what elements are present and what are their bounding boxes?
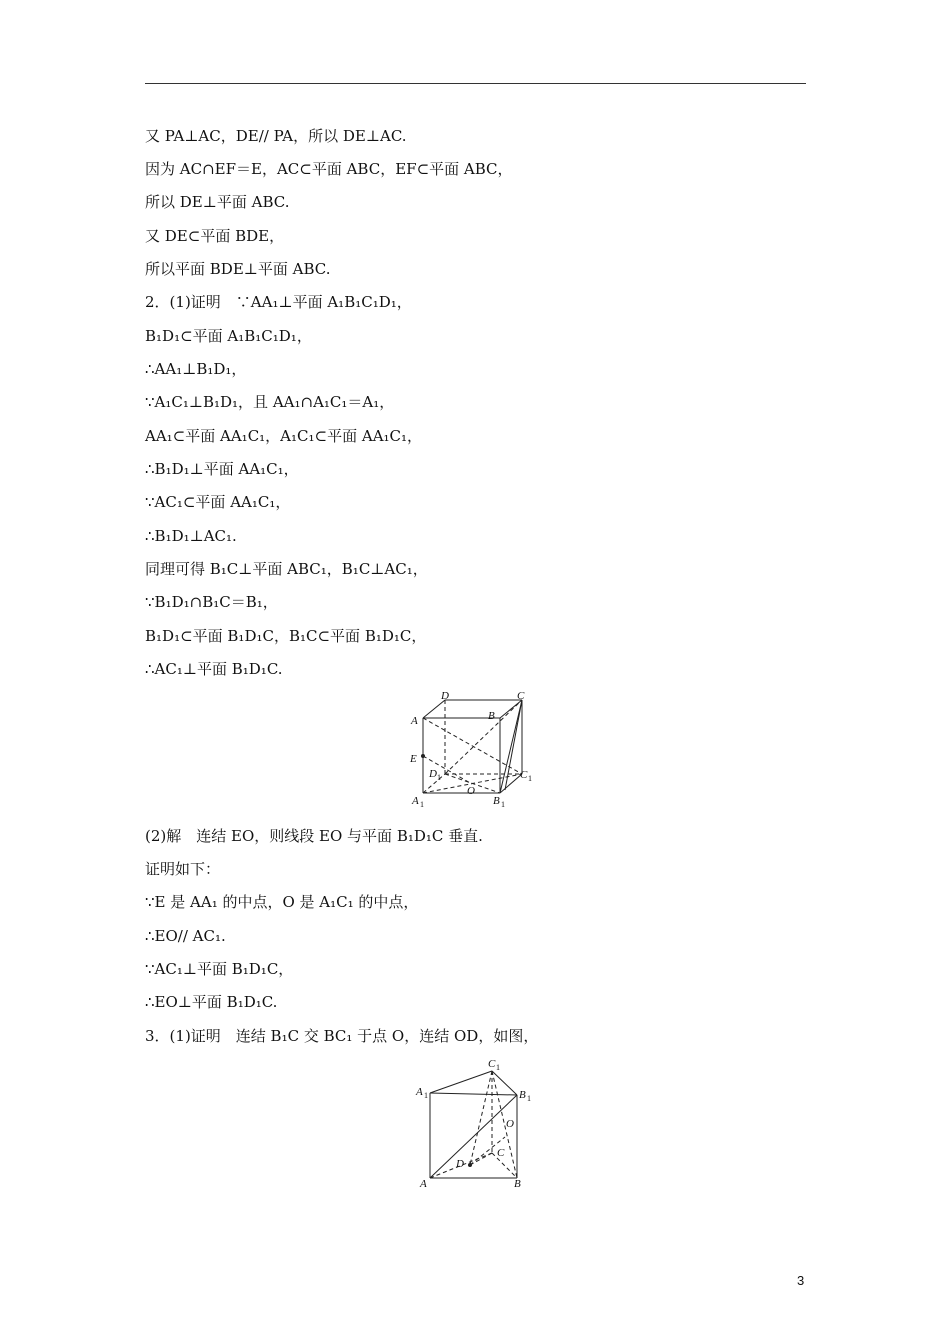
label-a: A: [411, 715, 418, 727]
page-number: 3: [797, 1273, 805, 1288]
label-b1: B: [493, 795, 500, 807]
text-line: AA₁⊂平面 AA₁C₁，A₁C₁⊂平面 AA₁C₁，: [145, 427, 423, 445]
label-b: B: [488, 710, 495, 722]
text-line: 同理可得 B₁C⊥平面 ABC₁，B₁C⊥AC₁，: [145, 560, 428, 578]
label-b1-sub: 1: [527, 1094, 531, 1103]
text-line: 因为 AC∩EF＝E，AC⊂平面 ABC，EF⊂平面 ABC，: [145, 160, 513, 178]
text-line: 3．(1)证明 连结 B₁C 交 BC₁ 于点 O，连结 OD，如图，: [145, 1027, 539, 1045]
label-b1: B: [519, 1089, 526, 1101]
label-d1: D: [429, 768, 437, 780]
label-c: C: [497, 1147, 505, 1159]
label-d: D: [456, 1158, 464, 1170]
text-line: 又 DE⊂平面 BDE，: [145, 227, 285, 245]
label-c1: C: [488, 1058, 496, 1070]
text-line: ∴AA₁⊥B₁D₁，: [145, 360, 247, 378]
label-d1-sub: 1: [437, 773, 441, 782]
text-line: 又 PA⊥AC，DE// PA，所以 DE⊥AC.: [145, 127, 407, 145]
point-e: [421, 754, 425, 758]
text-line: ∴B₁D₁⊥平面 AA₁C₁，: [145, 460, 299, 478]
label-c1: C: [520, 769, 528, 781]
label-a1: A: [416, 1086, 423, 1098]
text-line: (2)解 连结 EO，则线段 EO 与平面 B₁D₁C 垂直.: [145, 827, 483, 845]
text-line: ∵B₁D₁∩B₁C＝B₁，: [145, 593, 278, 611]
label-c1-sub: 1: [528, 774, 532, 783]
prism-figure: [410, 1055, 550, 1195]
label-b1-sub: 1: [501, 800, 505, 809]
text-line: B₁D₁⊂平面 B₁D₁C，B₁C⊂平面 B₁D₁C，: [145, 627, 427, 645]
label-c: C: [517, 690, 525, 702]
text-line: ∵E 是 AA₁ 的中点，O 是 A₁C₁ 的中点，: [145, 893, 419, 911]
text-line: ∴EO⊥平面 B₁D₁C.: [145, 993, 278, 1011]
label-a: A: [420, 1178, 427, 1190]
label-d: D: [441, 690, 449, 702]
label-a1: A: [412, 795, 419, 807]
label-o: O: [467, 785, 475, 797]
text-line: ∴B₁D₁⊥AC₁.: [145, 527, 237, 545]
label-e: E: [410, 753, 417, 765]
label-a1-sub: 1: [420, 800, 424, 809]
text-line: ∵AC₁⊂平面 AA₁C₁，: [145, 493, 291, 511]
text-line: ∴AC₁⊥平面 B₁D₁C.: [145, 660, 283, 678]
text-line: 所以 DE⊥平面 ABC.: [145, 193, 290, 211]
label-a1-sub: 1: [424, 1091, 428, 1100]
text-line: ∵A₁C₁⊥B₁D₁，且 AA₁∩A₁C₁＝A₁，: [145, 393, 395, 411]
label-o: O: [506, 1118, 514, 1130]
text-line: B₁D₁⊂平面 A₁B₁C₁D₁，: [145, 327, 312, 345]
text-line: 所以平面 BDE⊥平面 ABC.: [145, 260, 331, 278]
text-line: 2．(1)证明 ∵AA₁⊥平面 A₁B₁C₁D₁，: [145, 293, 412, 311]
text-line: ∴EO// AC₁.: [145, 927, 226, 945]
label-b: B: [514, 1178, 521, 1190]
point-d: [468, 1163, 472, 1167]
text-line: 证明如下：: [145, 860, 221, 878]
cube-figure: [405, 690, 545, 810]
label-c1-sub: 1: [496, 1063, 500, 1072]
header-rule: [145, 83, 806, 84]
text-line: ∵AC₁⊥平面 B₁D₁C，: [145, 960, 294, 978]
